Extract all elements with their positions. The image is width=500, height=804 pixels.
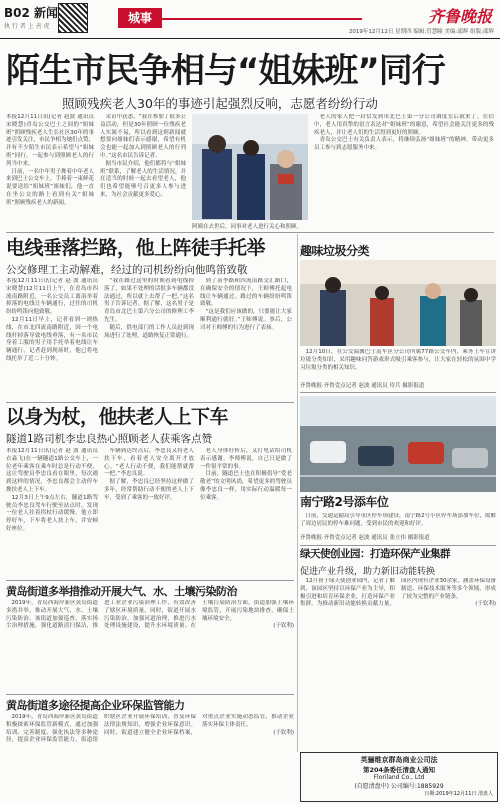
lead-column-1: [6, 114, 94, 220]
bus-interior-photo: [192, 114, 308, 220]
story2-column-2: [104, 278, 194, 398]
section-tag: 城事: [118, 8, 162, 28]
parking-lot-photo: [300, 396, 496, 492]
divider: [300, 392, 496, 393]
story4-source: (于钦利): [273, 623, 294, 630]
sidebar3-paragraph: 12月初于绿天使创业园内，记者了解到，该园区坚持以环保产业为主导，积极引进和培育环保企业，打造环保产业集群，为推动新旧动能转换贡献力量。园区内现有企业30余家，涵盖环保设备制造、环保技术服务等多个领域，形成了较为完整的产业链条。: [300, 578, 496, 608]
story4-paragraph: 2019年，青岛西海岸新区黄岛街道多措并举，推动开展大气、水、土壤污染防治。该街道加强巡查，落实扬尘治理措施，强化道路清扫保洁，推进工业企业污染治理工作，有效改善了辖区环境质量。同时，街道开展水污染防治，加强河道治理，推进污水处理设施建设，提升水环境质量。在土壤污染防治方面，街道加强土壤环境监管，开展污染地块排查，确保土壤环境安全。: [6, 600, 294, 630]
divider: [6, 694, 294, 695]
page-number: B02 新闻: [4, 6, 59, 20]
divider: [300, 545, 496, 546]
sidebar3-body: [300, 578, 496, 746]
issue-meta: 2019年12月12日 星期四 编辑:管慧瞳 美编:邵辉 组版:邵辉: [348, 29, 494, 35]
story5-paragraph: 2019年，青岛西海岸新区黄岛街道积极探索环保监管新模式，通过加强培训、完善制度、强化执法等多种途径，提高企业环保监管能力。街道组织辖区企业开展环保培训，普及环保法律法规知识，增强企业环保意识。同时，街道建立健全企业环保档案，对重点企业实施动态监管，推动企业落实环保主体责任。: [6, 714, 294, 744]
liquidation-notice-ad: [300, 752, 498, 802]
sidebar1-photo: [300, 260, 496, 346]
sidebar2-title: 南宁路2号添车位: [300, 495, 389, 509]
lead-paragraph: 采访中获悉，“我在参加了很多公益活动，但是30年照顾一位残疾老人实属不易，所以看到这则新闻就想要向姐妹们表示感谢，希望有机会也能一起加入到照顾老人的行列中。”这名市民告诉记者。: [100, 114, 186, 159]
masthead: [0, 0, 500, 39]
sidebar2-paragraph: 日前，交通运输局引导市区停车场建设，南宁路2号小区停车场添加车位，缓解了周边居民的停车难问题，受到市民的欢迎和好评。: [300, 513, 496, 527]
story5-body: [6, 714, 294, 800]
sidebar1-paragraph: 12月10日，在公交温馨巴士南车区分公司所属77路公交车内，乘务上车宣讲垃圾分类知识，采用趣味问答游戏形式吸引乘客参与，让大家在轻松的氛围中学习垃圾分类的相关知识。: [300, 349, 496, 371]
ad-company-name: Floriland Co., Ltd: [373, 774, 425, 781]
story2-paragraph: 到了南李路和四流南路交汇路口，在确保安全的情况下，王师傅托起电线让车辆通过。路过的车辆纷纷鸣笛致敬。: [200, 278, 292, 308]
sidebar3-source: (于钦利): [475, 601, 496, 608]
ad-date: [301, 790, 497, 799]
sidebar1-credit: 齐鲁晚报·齐鲁壹点记者 赵波 通讯员 侍兵 摄影报道: [300, 383, 425, 389]
qr-code-icon: [58, 3, 88, 33]
sidebar2-credit: 齐鲁晚报·齐鲁壹点记者 赵波 通讯员 张立伟 摄影报道: [300, 535, 430, 541]
story2-column-1: [6, 278, 98, 398]
sidebar3-subtitle: 促进产业升级，助力新旧动能转换: [300, 567, 436, 577]
story2-column-3: [200, 278, 292, 398]
story3-column-3: [200, 448, 292, 576]
ad-line-2: 第204条委任清盘人通知: [362, 766, 436, 774]
garbage-sorting-photo: [300, 260, 496, 346]
lead-column-3: [314, 114, 494, 220]
lead-byline: 本报12月11日讯(记者 赵波 通讯员 宋晓慧)青岛公交巴士之间的“姐妹班”照顾残疾老人生长社区30年的事迹引发关注，市民争相为她们点赞，并有不少陌生市民表示希望与“姐妹班”同行，一起参与到照顾老人的行列当中来。: [6, 114, 94, 167]
sidebar2-text: [300, 513, 496, 533]
sidebar1-title: 趣味垃圾分类: [300, 244, 370, 258]
column-divider: [297, 234, 298, 752]
sidebar1-text: [300, 349, 496, 377]
lead-headline: 陌生市民争相与“姐妹班”同行: [6, 51, 445, 91]
ad-signer: 清盘人: [477, 791, 493, 797]
story3-paragraph: 车辆到达终点后，李忠良又将老人扶下车，看着老人安全离开才放心。“老人行动不便，我们能帮就帮一把。”李忠良说。: [104, 448, 194, 478]
page-editors: 执 行 者 上 善 虎: [4, 23, 50, 30]
story3-column-2: [104, 448, 194, 576]
story2-paragraph: “这是我们应该做的，只要能让大家顺利通行就好。”王师傅说。事后，公司对王师傅的行为进行了表扬。: [200, 309, 292, 331]
lead-paragraph: 据当市民介绍，他们都将与“姐妹班”联系，了解老人的生活情况，并在适当的时候一起去看望老人，他们也希望能够号召更多人参与进来，为社会贡献更多爱心。: [100, 160, 186, 198]
lead-paragraph: 老人的家人把一封信发到市北巴士第一分公司调度室后就来了。在信中，老人用真挚的语言表达对“姐妹班”的谢意，希望社会能关注更多的残疾老人，并让老人们的生活得到更好的照顾。: [314, 114, 494, 136]
ad-line-1: 英骊维京群岛商业公司法: [360, 756, 438, 764]
story3-paragraph: 12月3日上午9点左右，隧道1路驾驶员李忠良驾车行驶至站点时，发现一位老人拄着拐杖行动缓慢。他立即停好车，下车将老人扶上车，并安顿好座位。: [6, 494, 98, 532]
lead-subhead: 照顾残疾老人30年的事迹引起强烈反响，志愿者纷纷行动: [62, 96, 378, 111]
story5-source: (于钦利): [273, 729, 294, 736]
story3-subhead: 隧道1路司机李忠良热心照顾老人获乘客点赞: [6, 433, 213, 445]
lead-column-2: [100, 114, 186, 220]
divider: [6, 402, 294, 403]
story4-headline: 黄岛街道多举措推动开展大气、水、土壤污染防治: [6, 585, 237, 598]
sidebar3-title: 绿天使创业园：打造环保产业集群: [300, 548, 450, 560]
story3-column-1: [6, 448, 98, 576]
story2-paragraph: 本报12月11日讯(记者 赵 波 通讯员 宋晓慧)12月11日上午，在青岛市四流南路附近，一名公交员工离南举着掉落的电线让车辆通行，过往的司机纷纷鸣笛向他致敬。: [6, 278, 98, 316]
ad-date-text: 日期:2019年12月11日: [424, 791, 477, 797]
story2-paragraph: 12月11日早上，记者看到一则热线，在市北四流南路附近，因一个电线杆掉落导致电线垂落，有一名市民身着工服的男子用手托举着电线让车辆通行，记者赶到现场时，他已将电线托举了近二十分钟。: [6, 316, 98, 362]
section-rule: [162, 18, 362, 20]
story3-paragraph: 目前，隧道巴士也在积极倡导“爱老敬老”的文明风尚，希望更多的驾驶员像李忠良一样，用实际行动温暖每一位乘客。: [200, 471, 292, 501]
story5-headline: 黄岛街道多途径提高企业环保监管能力: [6, 699, 185, 712]
divider: [6, 580, 294, 581]
lead-paragraph: 青岛公交巴士有关负责人表示，将继续弘扬“姐妹班”的精神，带动更多员工参与到志愿服务中来。: [314, 137, 494, 152]
ad-company-number: (自愿清盘中) 公司编号:1885929: [354, 783, 444, 790]
story3-paragraph: 老人身体好转后，又打电话给司机表示感谢。李师傅说，自己只是做了一件很平常的事。: [200, 448, 292, 470]
story2-paragraph: “我在路过这里的时候看到电线掉落了，如果不处理的话很多车辆都没法通过，所以就上去帮了一把。”这名男子告诉记者。据了解，这名男子是青岛市北巴士第六分公司的修理工李先生。: [104, 278, 194, 323]
story3-paragraph: 本报12月11日讯(记者 赵 波 通讯员 衣淼飞)在一辆隧道1路公交车上，一位老年乘客在乘车时总是行动不便，这让驾驶员李忠良看在眼里，每次遇到这样的情况，李忠良都会主动停车搀扶老人上下车。: [6, 448, 98, 493]
lead-photo: [192, 114, 308, 220]
story2-headline: 电线垂落拦路，他上阵徒手托举: [6, 237, 266, 259]
story4-body: [6, 600, 294, 690]
lead-photo-caption: 阿姨在去世后，同事对老人进行关心和照顾。: [192, 224, 303, 230]
divider: [6, 232, 494, 233]
newspaper-logo: 齐鲁晚报: [427, 7, 492, 26]
story2-paragraph: 随后，供电部门的工作人员赶到现场进行了处理，道路恢复正常通行。: [104, 324, 194, 339]
story3-paragraph: 据了解，李忠良已经坚持这样做了多年，经常帮助行动不便的老人上下车，受到了乘客的一致好评。: [104, 479, 194, 501]
story3-headline: 以身为杖，他扶老人上下车: [6, 406, 229, 428]
lead-paragraph: 日前，一名中年男子搀着中年老人来到巴士公交车上，手捧着一束鲜花说要送给“姐妹班”姐妹们，他一直在坐公交的路上看到有关“姐妹班”照顾残疾老人的新闻。: [6, 168, 94, 206]
sidebar2-photo: [300, 396, 496, 492]
story2-subhead: 公交修理工主动解难，经过的司机纷纷向他鸣笛致敬: [6, 264, 248, 276]
